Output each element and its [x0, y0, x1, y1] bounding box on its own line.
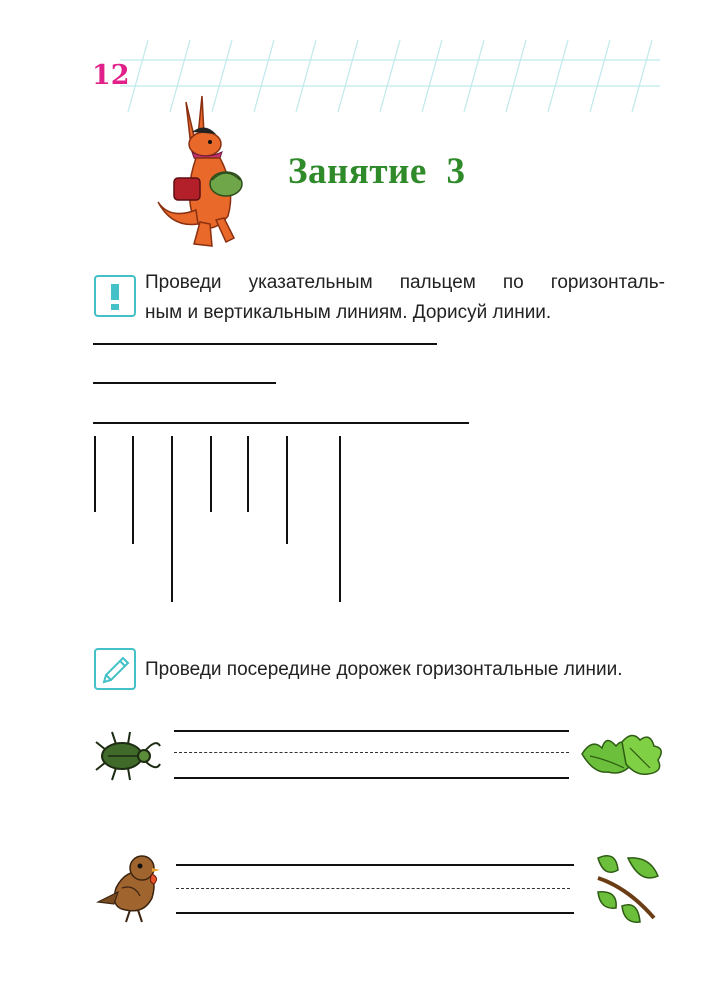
pencil-icon [94, 648, 136, 690]
oak-leaves-illustration [578, 728, 668, 784]
exclamation-icon [94, 275, 136, 317]
path2-top-line [176, 864, 574, 866]
page-number: 12 [92, 60, 130, 91]
trace-horizontal-line-3[interactable] [93, 422, 469, 424]
lesson-title: Занятие 3 [288, 151, 466, 192]
path2-dashed-midline[interactable] [176, 888, 570, 889]
path2-bottom-line [176, 912, 574, 914]
sparrow-illustration [96, 848, 166, 928]
task1-line1: Проведи указательным пальцем по горизонталь- [145, 272, 665, 293]
trace-horizontal-line-2[interactable] [93, 382, 276, 384]
trace-horizontal-line-1[interactable] [93, 343, 437, 345]
trace-vertical-line-5[interactable] [247, 436, 249, 512]
task1-instruction [145, 268, 665, 328]
path1-top-line [174, 730, 569, 732]
trace-vertical-line-2[interactable] [132, 436, 134, 544]
task1-line2: ным и вертикальным линиям. Дорисуй линии. [145, 302, 552, 323]
leafy-branch-illustration [588, 848, 668, 928]
path1-dashed-midline[interactable] [174, 752, 569, 753]
kangaroo-illustration [150, 92, 260, 252]
trace-vertical-line-1[interactable] [94, 436, 96, 512]
path1-bottom-line [174, 777, 569, 779]
beetle-illustration [94, 728, 166, 784]
task2-instruction: Проведи посередине дорожек горизонтальные линии. [145, 659, 623, 680]
trace-vertical-line-3[interactable] [171, 436, 173, 602]
trace-vertical-line-6[interactable] [286, 436, 288, 544]
trace-vertical-line-4[interactable] [210, 436, 212, 512]
trace-vertical-line-7[interactable] [339, 436, 341, 602]
